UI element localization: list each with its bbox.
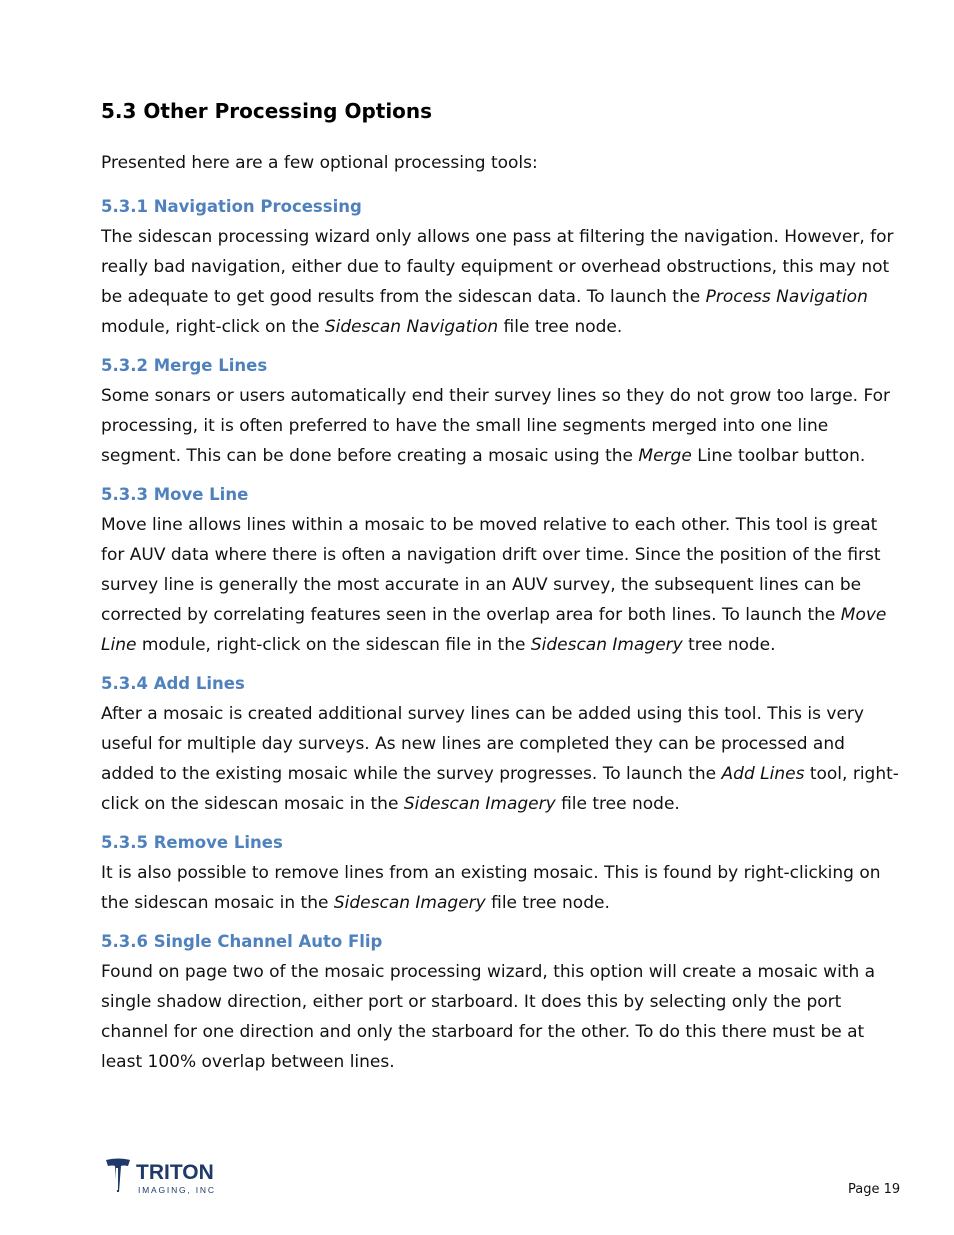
paragraph-text: tree node.: [682, 635, 776, 655]
paragraph-text: module, right-click on the sidescan file in the: [136, 635, 531, 655]
page-number: Page 19: [848, 1182, 901, 1197]
subsection: [101, 828, 901, 918]
paragraph-text: Move line allows lines within a mosaic to be moved relative to each other. This tool is great for AUV data where there is often a navigation drift over time. Since the position of the first survey line is generally the most accurate in an AUV survey, the subsequent lines can be corrected by correlating features seen in the overlap area for both lines. To launch the: [101, 515, 881, 625]
triton-mark-icon: [106, 1159, 130, 1193]
italic-term: Sidescan Imagery: [333, 893, 486, 913]
subsection: [101, 480, 901, 660]
subsection-paragraph: [101, 510, 901, 660]
paragraph-text: The sidescan processing wizard only allows one pass at filtering the navigation. However, for really bad navigation, either due to faulty equipment or overhead obstructions, this may not be adequate to get good results from the sidescan data. To launch the: [101, 227, 894, 307]
subsection: [101, 669, 901, 819]
subsection: [101, 192, 901, 342]
logo-wordmark: TRITON: [136, 1161, 214, 1184]
paragraph-text: file tree node.: [485, 893, 610, 913]
paragraph-text: file tree node.: [498, 317, 623, 337]
subsection-paragraph: [101, 699, 901, 819]
paragraph-text: It is also possible to remove lines from an existing mosaic. This is found by right-clicking on the sidescan mosaic in the: [101, 863, 881, 913]
subsection-title: 5.3.1 Navigation Processing: [101, 197, 362, 216]
subsections: [101, 192, 901, 1077]
subsection-paragraph: [101, 957, 901, 1077]
subsection-paragraph: [101, 222, 901, 342]
subsection-title: 5.3.4 Add Lines: [101, 674, 245, 693]
italic-term: Sidescan Imagery: [403, 794, 556, 814]
document-body: [101, 96, 901, 1086]
italic-term: Sidescan Navigation: [324, 317, 499, 337]
italic-term: Move Line: [101, 605, 887, 655]
paragraph-text: After a mosaic is created additional survey lines can be added using this tool. This is very useful for multiple day surveys. As new lines are completed they can be processed and added to the existing mosaic while the survey progresses. To launch the: [101, 704, 864, 784]
italic-term: Process Navigation: [705, 287, 868, 307]
intro-paragraph: Presented here are a few optional processing tools:: [101, 153, 538, 173]
subsection-title: 5.3.2 Merge Lines: [101, 356, 268, 375]
italic-term: Sidescan Imagery: [530, 635, 683, 655]
section-heading: 5.3 Other Processing Options: [101, 99, 433, 123]
triton-logo: [104, 1156, 229, 1196]
paragraph-text: Found on page two of the mosaic processing wizard, this option will create a mosaic with a single shadow direction, either port or starboard. It does this by selecting only the port channel for one direction and only the starboard for the other. To do this there must be at least 100% overlap between lines.: [101, 962, 876, 1072]
paragraph-text: module, right-click on the: [101, 317, 325, 337]
subsection-title: 5.3.3 Move Line: [101, 485, 249, 504]
paragraph-text: tool, right-click on the sidescan mosaic in the: [101, 764, 899, 814]
paragraph-text: Line toolbar button.: [691, 446, 866, 466]
paragraph-text: file tree node.: [555, 794, 680, 814]
italic-term: Add Lines: [721, 764, 805, 784]
logo-subtitle: IMAGING, INC: [138, 1185, 216, 1195]
italic-term: Merge: [638, 446, 692, 466]
subsection-title: 5.3.6 Single Channel Auto Flip: [101, 932, 383, 951]
paragraph-text: Some sonars or users automatically end their survey lines so they do not grow too large. For processing, it is often preferred to have the small line segments merged into one line segment. This can be done before creating a mosaic using the: [101, 386, 891, 466]
subsection-paragraph: [101, 858, 901, 918]
subsection-paragraph: [101, 381, 901, 471]
subsection: [101, 927, 901, 1077]
subsection: [101, 351, 901, 471]
subsection-title: 5.3.5 Remove Lines: [101, 833, 283, 852]
